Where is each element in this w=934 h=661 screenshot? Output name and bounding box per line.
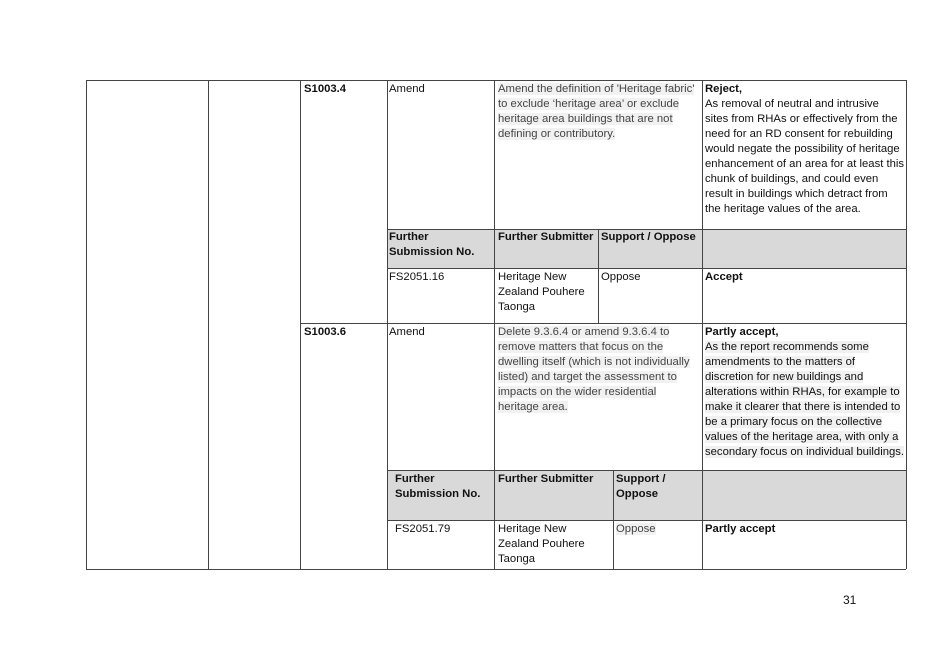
- further-header-no: Further Submission No.: [389, 231, 475, 258]
- further-support-oppose-text: Oppose: [616, 523, 656, 535]
- recommendation-body: [705, 340, 905, 460]
- submission-position: Amend: [389, 83, 425, 95]
- further-header-submitter: Further Submitter: [498, 231, 594, 243]
- further-submission-number: FS2051.16: [389, 271, 445, 283]
- further-header-support: Support / Oppose: [601, 231, 696, 243]
- further-header-submitter: Further Submitter: [498, 473, 594, 485]
- submission-number: S1003.6: [304, 326, 347, 338]
- submission-position: Amend: [389, 326, 425, 338]
- further-submission-number: FS2051.79: [395, 523, 451, 535]
- further-submitter: Heritage New Zealand Pouhere Taonga: [498, 271, 585, 313]
- decision-requested-text: Delete 9.3.6.4 or amend 9.3.6.4 to remove matters that focus on the dwelling itself (which is not individually listed) and target the assessment to impacts on the wider residential heritage area.: [498, 326, 690, 413]
- page-number: 31: [843, 593, 857, 607]
- further-header-no: Further Submission No.: [395, 473, 481, 500]
- recommendation-body-text: As the report recommends some amendments to the matters of discretion for new buildings and alterations within RHAs, for example to make it clearer that there is intended to be a primary focus on the collective values of the heritage area, with only a secondary focus on individual buildings.: [705, 341, 905, 458]
- decision-requested: [498, 82, 700, 142]
- submission-number: S1003.4: [304, 83, 347, 95]
- decision-requested-text: Amend the definition of 'Heritage fabric' to exclude ‘heritage area’ or exclude heritage area buildings that are not defining or contributory.: [498, 83, 695, 140]
- recommendation: [705, 82, 905, 217]
- recommendation: [705, 325, 905, 460]
- further-header-support: Support / Oppose: [616, 473, 666, 500]
- further-submitter: Heritage New Zealand Pouhere Taonga: [498, 523, 585, 565]
- recommendation-title: Partly accept,: [705, 326, 779, 338]
- further-recommendation: Partly accept: [705, 523, 776, 535]
- recommendation-body: As removal of neutral and intrusive sites from RHAs or effectively from the need for an RD consent for rebuilding would negate the possibility of heritage enhancement of an area for at least this chunk of buildings, and could even result in buildings which detract from the heritage values of the area.: [705, 98, 905, 215]
- further-recommendation: Accept: [705, 271, 743, 283]
- further-support-oppose: Oppose: [601, 271, 641, 283]
- recommendation-title: Reject,: [705, 83, 743, 95]
- decision-requested: [498, 325, 698, 415]
- further-support-oppose: [616, 522, 700, 537]
